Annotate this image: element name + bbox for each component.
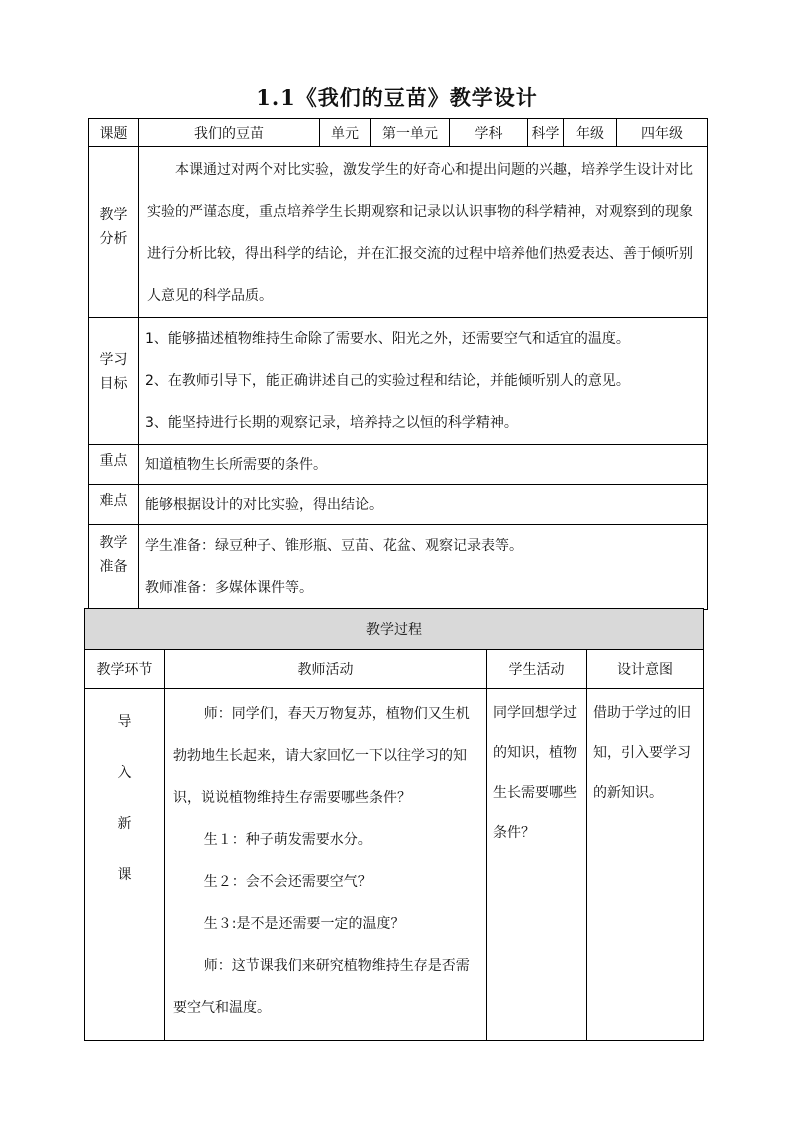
course-value: 我们的豆苗 [139,119,320,147]
key-point-label: 重点 [89,445,139,485]
column-header: 教学环节 [85,650,165,689]
analysis-text: 本课通过对两个对比实验，激发学生的好奇心和提出问题的兴趣，培养学生设计对比实验的严谨态度，重点培养学生长期观察和记录以认识事物的科学精神，对观察到的现象进行分析比较，得出科学的结论，并在汇报交流的过程中培养他们热爱表达、善于倾听别人意见的科学品质。 [139,147,708,318]
subject-label: 学科 [450,119,528,147]
goal-item: 3、能坚持进行长期的观察记录，培养持之以恒的科学精神。 [145,415,518,431]
preparation-label: 教学准备 [89,525,139,610]
teacher-activity [165,689,487,1041]
teacher-line: 师：同学们，春天万物复苏，植物们又生机勃勃地生长起来，请大家回忆一下以往学习的知识，说说植物维持生存需要哪些条件？ [173,706,470,806]
process-heading: 教学过程 [85,609,704,650]
goals-list [139,318,708,445]
stage-char: 入 [117,765,132,781]
teacher-preparation: 教师准备：多媒体课件等。 [145,580,313,596]
difficulty-label: 难点 [89,485,139,525]
course-label: 课题 [89,119,139,147]
grade-label: 年级 [564,119,617,147]
grade-value: 四年级 [617,119,708,147]
stage-char: 新 [117,816,132,832]
teacher-line: 生１：种子萌发需要水分。 [203,832,372,848]
goal-item: 1、能够描述植物维持生命除了需要水、阳光之外，还需要空气和适宜的温度。 [145,331,630,347]
student-activity: 同学回想学过的知识，植物生长需要哪些条件？ [487,689,587,1041]
preparation-list [139,525,708,610]
student-preparation: 学生准备：绿豆种子、锥形瓶、豆苗、花盆、观察记录表等。 [145,538,523,554]
design-intent: 借助于学过的旧知，引入要学习的新知识。 [587,689,704,1041]
teacher-line: 生２：会不会还需要空气？ [203,874,372,890]
subject-value: 科学 [528,119,564,147]
column-header: 设计意图 [587,650,704,689]
document-title: 1.1《我们的豆苗》教学设计 [256,85,538,110]
column-header: 学生活动 [487,650,587,689]
difficulty-text: 能够根据设计的对比实验，得出结论。 [139,485,708,525]
stage-char: 导 [117,714,132,730]
stage-char: 课 [117,867,132,883]
teacher-line: 师：这节课我们来研究植物维持生存是否需要空气和温度。 [173,958,470,1016]
info-table [88,118,708,610]
column-header: 教师活动 [165,650,487,689]
key-point-text: 知道植物生长所需要的条件。 [139,445,708,485]
analysis-label: 教学分析 [89,147,139,318]
stage-cell [85,689,165,1041]
unit-label: 单元 [320,119,371,147]
process-table [84,608,704,1041]
unit-value: 第一单元 [371,119,450,147]
goals-label: 学习目标 [89,318,139,445]
teacher-line: 生３:是不是还需要一定的温度？ [203,916,405,932]
goal-item: 2、在教师引导下，能正确讲述自己的实验过程和结论，并能倾听别人的意见。 [145,373,630,389]
